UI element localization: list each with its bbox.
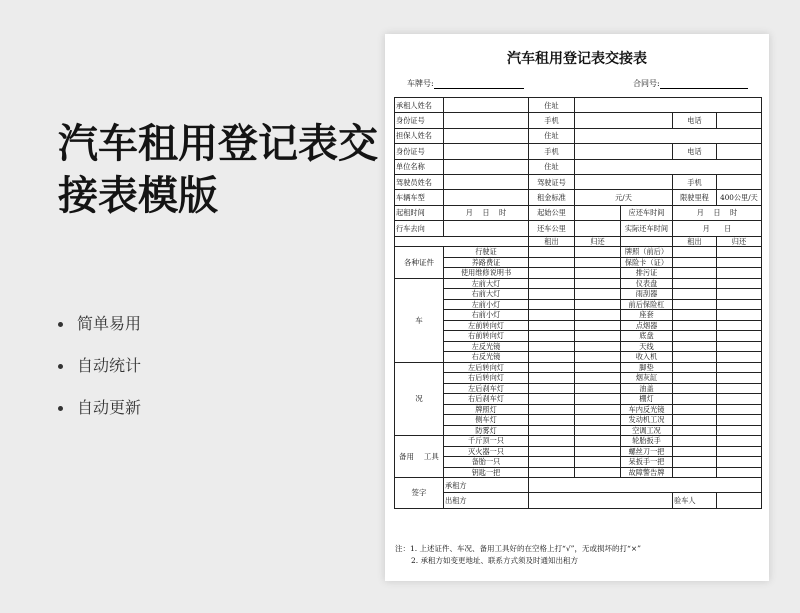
- item-label: 点烟器: [621, 320, 673, 331]
- item-label: 左前小灯: [444, 299, 529, 310]
- item-label: 养路费证: [444, 257, 529, 268]
- form-row: [395, 331, 762, 342]
- item-label: 发动机工况: [621, 415, 673, 426]
- item-label: 保险卡（证）: [621, 257, 673, 268]
- form-row: [395, 404, 762, 415]
- item-label: 防雾灯: [444, 425, 529, 436]
- item-label: 钥匙一把: [444, 467, 529, 478]
- item-label: 棚灯: [621, 394, 673, 405]
- item-label: 轮胎扳手: [621, 436, 673, 447]
- form-row: [395, 289, 762, 300]
- item-label: 天线: [621, 341, 673, 352]
- item-label: 千斤顶一只: [444, 436, 529, 447]
- item-label: 空调工况: [621, 425, 673, 436]
- item-label: 右前小灯: [444, 310, 529, 321]
- item-label: 左反光镜: [444, 341, 529, 352]
- item-label: 烟灰缸: [621, 373, 673, 384]
- item-label: 左后转向灯: [444, 362, 529, 373]
- item-label: 牌照（前后）: [621, 247, 673, 258]
- item-label: 右反光镜: [444, 352, 529, 363]
- item-label: 螺丝刀一把: [621, 446, 673, 457]
- form-title: 汽车租用登记表交接表: [507, 51, 647, 67]
- car-condition-section: [395, 278, 762, 436]
- form-row: [395, 352, 762, 363]
- bullet-icon: [58, 364, 63, 369]
- spare-tools-section: [395, 436, 762, 478]
- form-row: [395, 373, 762, 384]
- item-label: 行驶证: [444, 247, 529, 258]
- contract-number-field: 合同号:: [633, 78, 748, 89]
- plate-number-field: 车牌号:: [407, 78, 524, 89]
- form-row: [395, 320, 762, 331]
- form-row: [395, 394, 762, 405]
- bullet-icon: [58, 406, 63, 411]
- documents-section: [395, 247, 762, 279]
- item-label: 底盘: [621, 331, 673, 342]
- item-label: 左后刹车灯: [444, 383, 529, 394]
- form-row: [395, 310, 762, 321]
- item-label: 车内反光镜: [621, 404, 673, 415]
- group-label: 各种证件: [395, 247, 444, 279]
- item-label: 油盖: [621, 383, 673, 394]
- form-row: [395, 383, 762, 394]
- form-row: [395, 247, 762, 258]
- item-label: 雨刮器: [621, 289, 673, 300]
- item-label: 收入机: [621, 352, 673, 363]
- feature-item: 自动统计: [58, 356, 141, 376]
- form-row: [395, 457, 762, 468]
- item-label: 脚垫: [621, 362, 673, 373]
- template-title: 汽车租用登记表交接表模版: [58, 121, 378, 219]
- feature-item: 简单易用: [58, 314, 141, 334]
- item-label: 座套: [621, 310, 673, 321]
- form-row: [395, 362, 762, 373]
- feature-item: 自动更新: [58, 398, 141, 418]
- group-label: 备用 工具: [395, 436, 444, 478]
- form-notes: 注：1. 上述证件、车况、备用工具好的在空格上打“√”，无或损坏的打“×” 2. 承租方如变更地址、联系方式须及时通知出租方: [395, 544, 641, 565]
- item-label: 右后刹车灯: [444, 394, 529, 405]
- group-label: 车: [395, 278, 444, 362]
- item-label: 仪表盘: [621, 278, 673, 289]
- item-label: 灭火器一只: [444, 446, 529, 457]
- item-label: 备胎一只: [444, 457, 529, 468]
- item-label: 牌照灯: [444, 404, 529, 415]
- item-label: 右前大灯: [444, 289, 529, 300]
- form-row: [395, 446, 762, 457]
- feature-list: [58, 314, 141, 440]
- item-label: 左前大灯: [444, 278, 529, 289]
- item-label: 呆扳手一把: [621, 457, 673, 468]
- item-label: 故障警告牌: [621, 467, 673, 478]
- item-label: 侧车灯: [444, 415, 529, 426]
- item-label: 右前转向灯: [444, 331, 529, 342]
- form-row: [395, 436, 762, 447]
- item-label: 排污证: [621, 268, 673, 279]
- bullet-icon: [58, 322, 63, 327]
- form-row: [395, 415, 762, 426]
- form-row: [395, 268, 762, 279]
- item-label: 使用维修说明书: [444, 268, 529, 279]
- form-row: [395, 467, 762, 478]
- item-label: 前后保险杠: [621, 299, 673, 310]
- item-label: 右后转向灯: [444, 373, 529, 384]
- form-preview: [385, 34, 769, 581]
- form-row: [395, 257, 762, 268]
- rental-form-table: 承租人姓名 住址 身份证号 手机 电话 担保人姓名 住址 身份证号 手机 电话 单位名称 住址 驾驶员姓名 驾驶证号 手机 车辆车型 租金标准 元/天 限驶里程 400公里/天 起租时间 月 日 时 起始公里 应还车时间 月 日 时 行车去向 还车公里 实际还车时间 月 日 租出 归还 租出 归还 各种证件 行驶证 牌照（前后） 养路费证 保险卡（证） 使用维修说明书 排污证 车 左前大灯 仪表盘 右前大灯 雨刮器 左前小灯 前后保险杠 右前小灯 座套 左前转向灯 点烟器 右前转向灯 底盘 左反光镜 天线 右反光镜 收入机 况 左后转向灯 脚垫 右后转向灯 烟灰缸 左后刹车灯 油盖 右后刹车灯 棚灯 牌照灯 车内反光镜 侧车灯 发动机工况 防雾灯 空调工况 备用 工具 千斤顶一只 轮胎扳手 灭火器一只 螺丝刀一把 备胎一只 呆扳手一把 钥匙一把 故障警告牌 签字 承租方 出租方 验车人: [394, 97, 762, 509]
- form-row: [395, 278, 762, 289]
- group-label: 况: [395, 362, 444, 436]
- form-row: [395, 299, 762, 310]
- item-label: 左前转向灯: [444, 320, 529, 331]
- form-row: [395, 341, 762, 352]
- form-row: [395, 425, 762, 436]
